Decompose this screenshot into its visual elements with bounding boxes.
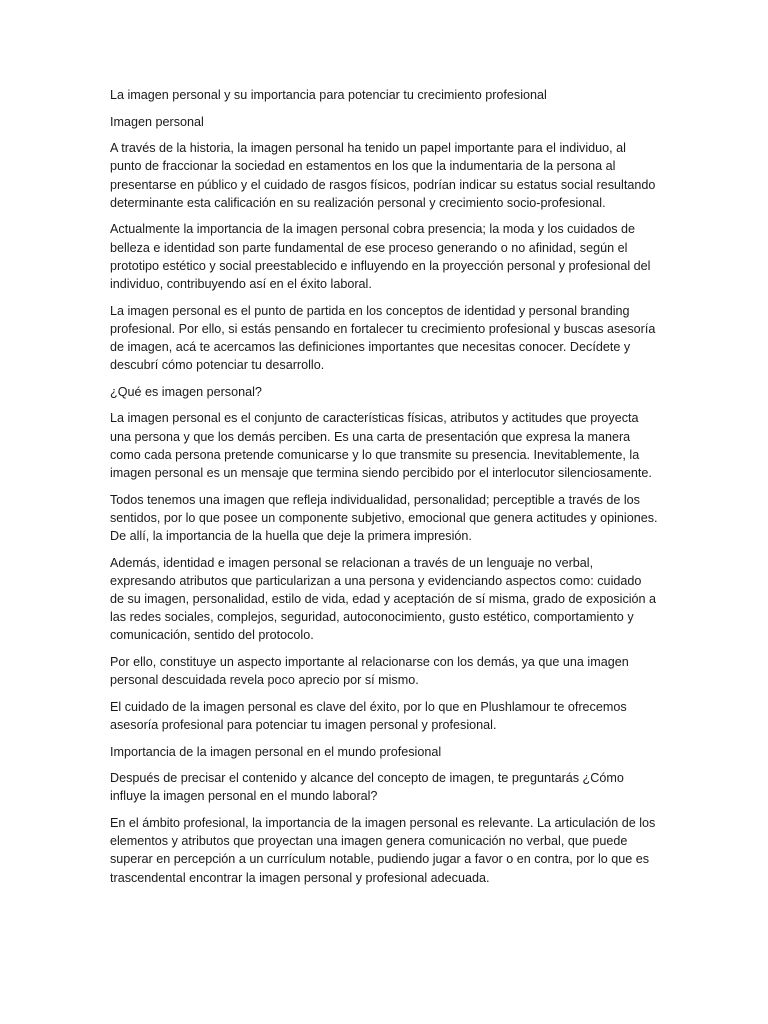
paragraph: Todos tenemos una imagen que refleja individualidad, personalidad; perceptible a través de los sentidos, por lo que posee un componente subjetivo, emocional que genera actitudes y opiniones. De allí, la importancia de la huella que deje la primera impresión.: [110, 492, 658, 543]
paragraph: Actualmente la importancia de la imagen personal cobra presencia; la moda y los cuidados de belleza e identidad son parte fundamental de ese proceso generando o no afinidad, según el prototipo estético y social preestablecido e influyendo en la proyección personal y profesional del individuo, contribuyendo así en el éxito laboral.: [110, 222, 651, 291]
paragraph: Además, identidad e imagen personal se relacionan a través de un lenguaje no verbal, expresando atributos que particularizan a una persona y evidenciando aspectos como: cuidado de su imagen, personalidad, estilo de vida, edad y aceptación de sí misma, grado de exposición a las redes sociales, complejos, seguridad, autoconocimiento, gusto estético, comportamiento y comunicación, sentido del protocolo.: [110, 555, 657, 643]
section-heading-importancia: Importancia de la imagen personal en el mundo profesional: [110, 744, 442, 759]
document-body: [110, 86, 658, 895]
paragraph: A través de la historia, la imagen personal ha tenido un papel importante para el individuo, al punto de fraccionar la sociedad en estamentos en los que la indumentaria de la persona al presentarse en público y el cuidado de rasgos físicos, podrían indicar su estatus social resultando determinante esta calificación en su realización personal y crecimiento socio-profesional.: [110, 141, 656, 210]
paragraph: El cuidado de la imagen personal es clave del éxito, por lo que en Plushlamour te ofrecemos asesoría profesional para potenciar tu imagen personal y profesional.: [110, 699, 627, 732]
paragraph: Después de precisar el contenido y alcance del concepto de imagen, te preguntarás ¿Cómo influye la imagen personal en el mundo laboral?: [110, 771, 624, 804]
paragraph: La imagen personal es el punto de partida en los conceptos de identidad y personal branding profesional. Por ello, si estás pensando en fortalecer tu crecimiento profesional y buscas asesoría de imagen, acá te acercamos las definiciones importantes que necesitas conocer. Decídete y descubrí cómo potenciar tu desarrollo.: [110, 303, 656, 373]
paragraph: La imagen personal es el conjunto de características físicas, atributos y actitudes que proyecta una persona y que los demás perciben. Es una carta de presentación que expresa la manera como cada persona pretende comunicarse y lo que transmite su presencia. Inevitablemente, la imagen personal es un mensaje que termina siendo percibido por el interlocutor silenciosamente.: [110, 411, 652, 480]
section-heading-que-es: ¿Qué es imagen personal?: [110, 384, 262, 399]
document-title: La imagen personal y su importancia para potenciar tu crecimiento profesional: [110, 88, 547, 102]
paragraph: En el ámbito profesional, la importancia de la imagen personal es relevante. La articulación de los elementos y atributos que proyectan una imagen genera comunicación no verbal, que puede superar en percepción a un currículum notable, pudiendo jugar a favor o en contra, por lo que es trascendental encontrar la imagen personal y profesional adecuada.: [110, 815, 656, 885]
paragraph: Por ello, constituye un aspecto importante al relacionarse con los demás, ya que una imagen personal descuidada revela poco aprecio por sí mismo.: [110, 655, 629, 688]
section-heading-imagen-personal: Imagen personal: [110, 114, 204, 129]
